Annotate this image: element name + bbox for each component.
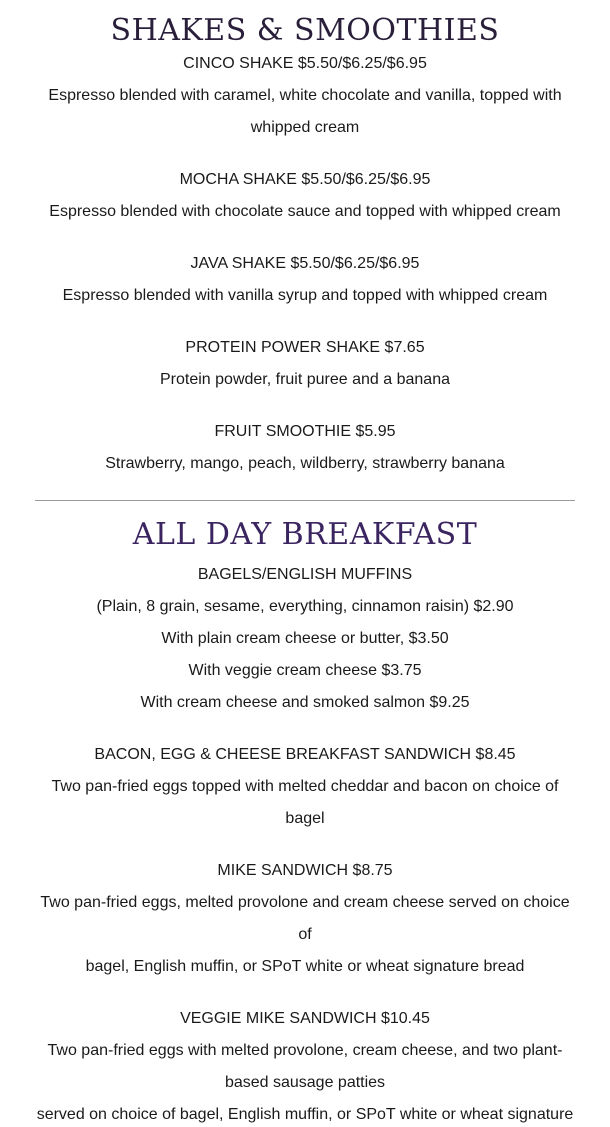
menu-item-bagels (35, 559, 575, 719)
item-description: of (298, 926, 312, 943)
menu-item-mocha-shake (35, 164, 575, 228)
menu-item-mike-sandwich (35, 855, 575, 983)
item-name: VEGGIE MIKE SANDWICH $10.45 (180, 1010, 430, 1027)
menu-item-fruit-smoothie (35, 416, 575, 480)
item-description: With veggie cream cheese $3.75 (188, 662, 422, 679)
item-name: FRUIT SMOOTHIE $5.95 (214, 423, 396, 440)
item-description: Espresso blended with chocolate sauce and topped with whipped cream (49, 203, 561, 220)
item-name: PROTEIN POWER SHAKE $7.65 (185, 339, 425, 356)
item-name: CINCO SHAKE $5.50/$6.25/$6.95 (183, 55, 427, 72)
menu-item-protein-power-shake (35, 332, 575, 396)
item-description: (Plain, 8 grain, sesame, everything, cinnamon raisin) $2.90 (96, 598, 514, 615)
item-description: whipped cream (250, 119, 360, 136)
menu-item-cinco-shake (35, 48, 575, 144)
menu-item-bacon-egg-cheese-sandwich (35, 739, 575, 835)
item-description: With plain cream cheese or butter, $3.50 (161, 630, 449, 647)
item-description: based sausage patties (224, 1074, 386, 1091)
item-description: served on choice of bagel, English muffin, or SPoT white or wheat signature (36, 1106, 574, 1123)
item-description: Two pan-fried eggs, melted provolone and cream cheese served on choice (40, 894, 570, 911)
item-description: bagel, English muffin, or SPoT white or wheat signature bread (85, 958, 525, 975)
menu-item-java-shake (35, 248, 575, 312)
item-name: MIKE SANDWICH $8.75 (217, 862, 393, 879)
item-description: Espresso blended with vanilla syrup and topped with whipped cream (62, 287, 548, 304)
section-divider (35, 500, 575, 501)
item-name: BACON, EGG & CHEESE BREAKFAST SANDWICH $8.45 (94, 746, 516, 763)
section-title-shakes: SHAKES & SMOOTHIES (110, 13, 500, 48)
item-description: Espresso blended with caramel, white chocolate and vanilla, topped with (48, 87, 562, 104)
menu-page (35, 0, 575, 1127)
item-name: BAGELS/ENGLISH MUFFINS (197, 566, 413, 583)
item-description: bagel (285, 810, 325, 827)
item-description: Protein powder, fruit puree and a banana (160, 371, 450, 388)
menu-item-veggie-mike-sandwich (35, 1003, 575, 1127)
item-name: MOCHA SHAKE $5.50/$6.25/$6.95 (179, 171, 431, 188)
item-name: JAVA SHAKE $5.50/$6.25/$6.95 (190, 255, 420, 272)
item-description: Strawberry, mango, peach, wildberry, strawberry banana (105, 455, 505, 472)
section-title-breakfast: ALL DAY BREAKFAST (132, 517, 478, 552)
item-description: With cream cheese and smoked salmon $9.25 (140, 694, 470, 711)
item-description: Two pan-fried eggs topped with melted cheddar and bacon on choice of (51, 778, 559, 795)
item-description: Two pan-fried eggs with melted provolone, cream cheese, and two plant- (47, 1042, 563, 1059)
